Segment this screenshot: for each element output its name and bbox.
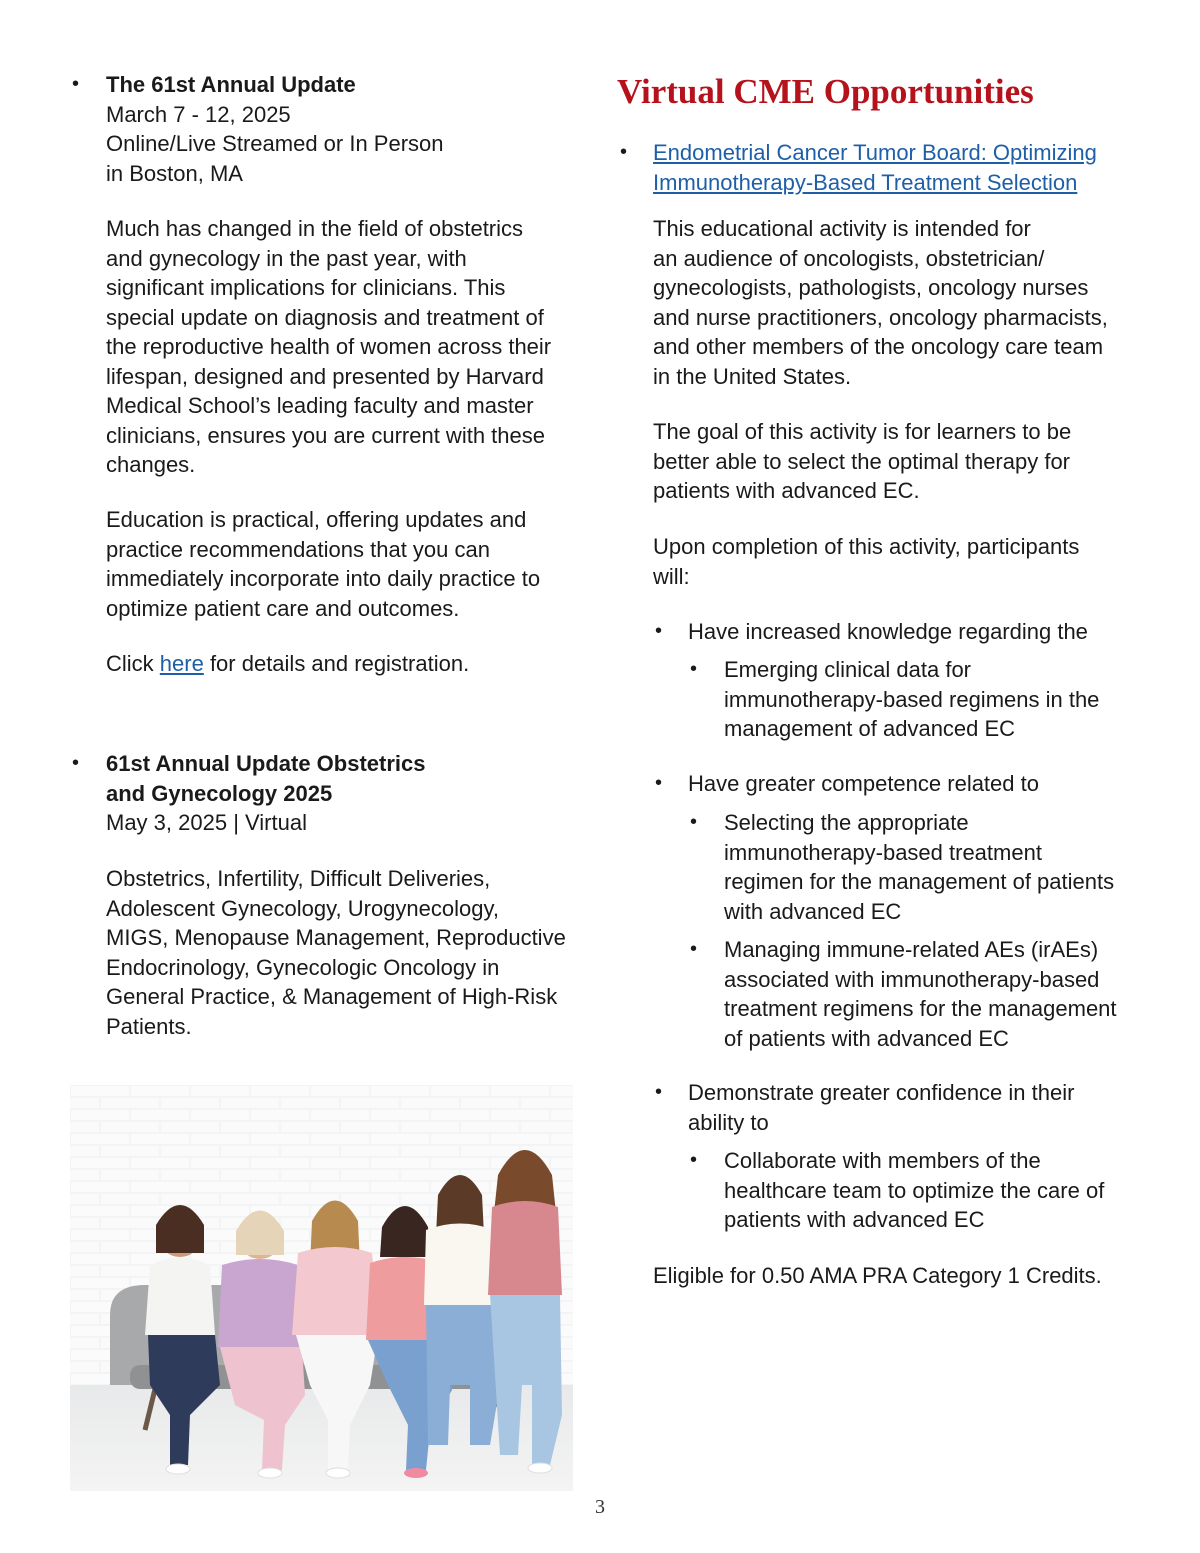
objective-3-sub-1	[724, 1146, 1164, 1235]
text-line: clinicians, ensures you are current with these	[106, 422, 545, 448]
text-line: and other members of the oncology care team	[653, 334, 1104, 359]
text-line: Collaborate with members of the	[724, 1148, 1041, 1173]
sub-bullet: •	[690, 1149, 698, 1171]
event-1-location-line1: Online/Live Streamed or In Person	[106, 131, 444, 156]
text-line: with advanced EC	[724, 898, 902, 924]
text-line: associated with immunotherapy-based	[724, 966, 1100, 992]
text-line: patients with advanced EC	[724, 1207, 985, 1232]
course-link-line1: Endometrial Cancer Tumor Board: Optimizing	[653, 140, 1097, 165]
event-1-registration	[106, 649, 596, 679]
text-line: better able to select the optimal therapy for	[653, 448, 1071, 474]
text-line: immunotherapy-based regimens in the	[724, 686, 1100, 712]
text-line: management of advanced EC	[724, 716, 1016, 741]
text-line: gynecologists, pathologists, oncology nurses	[653, 275, 1089, 300]
objective-2-sub-1	[724, 808, 1164, 926]
objective-text: Have increased knowledge regarding the	[688, 619, 1088, 644]
text-line: of patients with advanced EC	[724, 1025, 1009, 1051]
objective-text: ability to	[688, 1109, 769, 1135]
click-suffix: for details and registration.	[203, 651, 470, 676]
text-line: Education is practical, offering updates and	[106, 507, 527, 532]
text-line: General Practice, & Management of High-Risk	[106, 984, 558, 1009]
objective-text: Demonstrate greater confidence in their	[688, 1080, 1075, 1105]
event-2-title-line2: and Gynecology 2025	[106, 780, 333, 806]
text-line: immunotherapy-based treatment	[724, 839, 1042, 865]
bullet: •	[72, 73, 80, 95]
event-2-date: May 3, 2025 | Virtual	[106, 810, 307, 835]
event-1-education	[106, 505, 596, 623]
text-line: This educational activity is intended for	[653, 216, 1031, 241]
sub-bullet: •	[690, 658, 698, 680]
objective-1	[688, 617, 1158, 647]
text-line: and gynecology in the past year, with	[106, 245, 467, 271]
completion-paragraph	[653, 532, 1153, 591]
text-line: Selecting the appropriate	[724, 810, 969, 835]
text-line: MIGS, Menopause Management, Reproductive	[106, 925, 566, 950]
text-line: Emerging clinical data for	[724, 657, 972, 682]
audience-paragraph	[653, 214, 1153, 391]
objective-2-sub-2	[724, 935, 1164, 1053]
women-group-photo	[70, 1085, 573, 1491]
course-link[interactable]	[653, 140, 1097, 195]
objective-text: Have greater competence related to	[688, 771, 1039, 796]
event-1-location-line2: in Boston, MA	[106, 160, 243, 186]
text-line: lifespan, designed and presented by Harvard	[106, 363, 544, 389]
text-line: the reproductive health of women across their	[106, 334, 552, 359]
event-2	[106, 749, 586, 838]
event-1-description	[106, 214, 596, 480]
text-line: in the United States.	[653, 363, 852, 389]
event-2-topics	[106, 864, 596, 1041]
text-line: practice recommendations that you can	[106, 536, 490, 562]
event-1-title: The 61st Annual Update	[106, 72, 356, 97]
event-2-title-line1: 61st Annual Update Obstetrics	[106, 751, 426, 776]
text-line: patients with advanced EC.	[653, 478, 920, 503]
text-line: Much has changed in the field of obstetrics	[106, 216, 524, 241]
course-link-line2: Immunotherapy-Based Treatment Selection	[653, 169, 1078, 195]
event-1-date: March 7 - 12, 2025	[106, 101, 291, 127]
click-prefix: Click	[106, 651, 160, 676]
text-line: Upon completion of this activity, participants	[653, 534, 1080, 559]
bullet: •	[620, 141, 628, 163]
text-line: significant implications for clinicians. This	[106, 275, 506, 300]
text-line: Endocrinology, Gynecologic Oncology in	[106, 954, 500, 980]
registration-link[interactable]: here	[159, 651, 204, 676]
text-line: The goal of this activity is for learners to be	[653, 419, 1072, 444]
bullet: •	[655, 1081, 663, 1103]
text-line: healthcare team to optimize the care of	[724, 1177, 1105, 1203]
text-line: optimize patient care and outcomes.	[106, 595, 460, 621]
text-line: Medical School’s leading faculty and master	[106, 393, 534, 418]
objective-3	[688, 1078, 1158, 1137]
sub-bullet: •	[690, 811, 698, 833]
text-line: an audience of oncologists, obstetrician/	[653, 245, 1045, 271]
text-line: special update on diagnosis and treatment of	[106, 304, 544, 330]
text-line: will:	[653, 563, 690, 589]
course-link-block	[653, 138, 1153, 197]
section-heading: Virtual CME Opportunities	[617, 72, 1034, 111]
sub-bullet: •	[690, 938, 698, 960]
text-line: Managing immune-related AEs (irAEs)	[724, 937, 1099, 962]
text-line: treatment regimens for the management	[724, 996, 1117, 1021]
text-line: changes.	[106, 452, 196, 477]
text-line: Patients.	[106, 1013, 192, 1039]
text-line: regimen for the management of patients	[724, 869, 1115, 894]
text-line: and nurse practitioners, oncology pharmacists,	[653, 304, 1108, 330]
bullet: •	[72, 752, 80, 774]
text-line: Obstetrics, Infertility, Difficult Deliveries,	[106, 866, 491, 891]
page-number: 3	[595, 1496, 605, 1518]
credits-statement: Eligible for 0.50 AMA PRA Category 1 Credits.	[653, 1263, 1102, 1288]
event-1	[106, 70, 586, 188]
bullet: •	[655, 772, 663, 794]
text-line: immediately incorporate into daily practice to	[106, 566, 541, 591]
text-line: Adolescent Gynecology, Urogynecology,	[106, 895, 499, 921]
goal-paragraph	[653, 417, 1153, 506]
objective-1-sub-1	[724, 655, 1164, 744]
bullet: •	[655, 620, 663, 642]
objective-2	[688, 769, 1158, 799]
